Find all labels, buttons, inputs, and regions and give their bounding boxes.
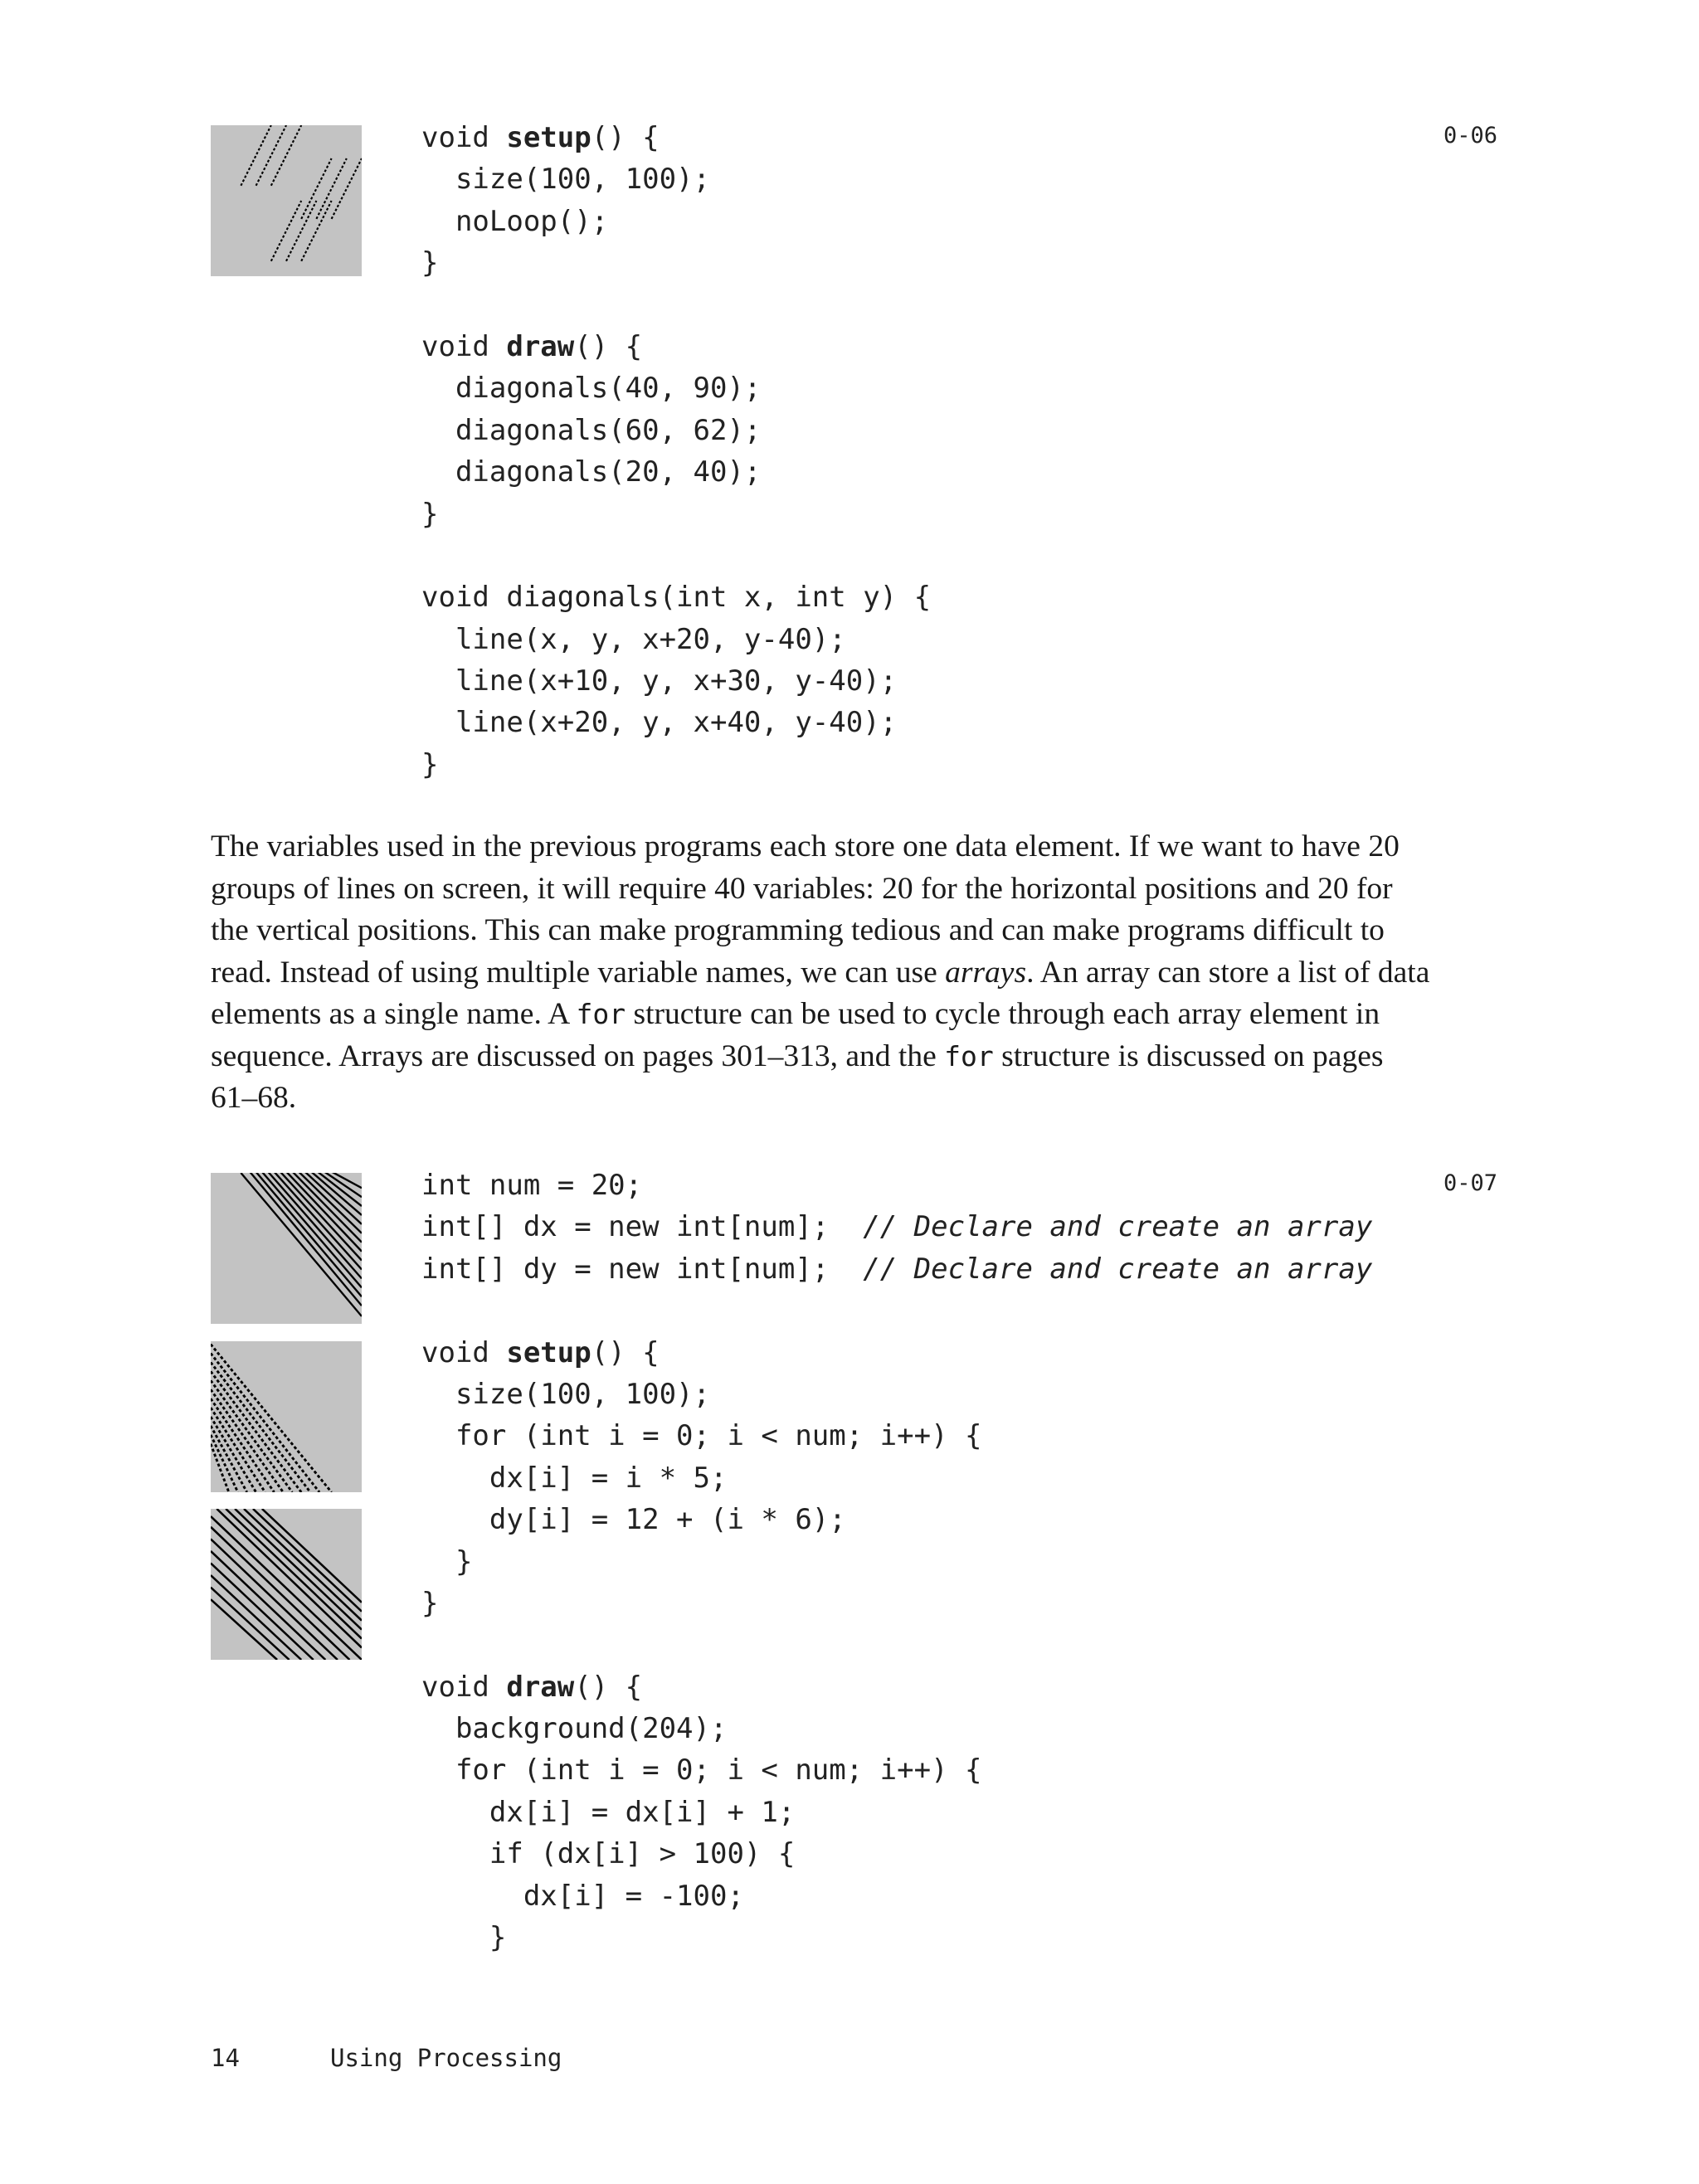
example-0-06-thumbnail: [211, 125, 362, 276]
code-text: dx[i] = dx[i] + 1;: [421, 1795, 796, 1829]
code-line: [421, 158, 931, 200]
code-line: [421, 1415, 1372, 1457]
code-line: [421, 619, 931, 660]
code-text: dx[i] = -100;: [421, 1879, 744, 1913]
code-line: [421, 1248, 1372, 1290]
code-line: [421, 1708, 1372, 1749]
code-text: for (int i = 0; i < num; i++) {: [421, 1419, 982, 1453]
code-text: dy[i] = 12 + (i * 6);: [421, 1503, 846, 1537]
example-0-07-thumbnail-1: [211, 1173, 362, 1324]
example-number: 0-07: [1443, 1170, 1498, 1196]
code-text: line(x+20, y, x+40, y-40);: [421, 706, 898, 740]
code-text: size(100, 100);: [421, 1377, 710, 1411]
code-line: [421, 1290, 1372, 1331]
code-text: int num = 20;: [421, 1169, 643, 1202]
code-text: void: [421, 121, 507, 154]
code-text: for (int i = 0; i < num; i++) {: [421, 1754, 982, 1788]
code-line: [421, 1624, 1372, 1666]
code-line: [421, 117, 931, 158]
inline-code-for: for: [576, 998, 626, 1030]
code-line: [421, 1499, 1372, 1540]
code-text: }: [421, 1586, 439, 1620]
code-line: [421, 326, 931, 367]
code-line: [421, 1875, 1372, 1917]
code-text: void: [421, 1335, 507, 1369]
code-text: }: [421, 747, 439, 781]
code-line: [421, 367, 931, 409]
code-text: () {: [574, 329, 643, 363]
code-text: dx[i] = i * 5;: [421, 1461, 728, 1495]
code-line: [421, 1374, 1372, 1415]
code-line: [421, 660, 931, 702]
code-line: [421, 702, 931, 743]
code-line: [421, 1917, 1372, 1958]
code-line: [421, 1666, 1372, 1708]
page-number: 14: [211, 2044, 240, 2072]
body-paragraph: [211, 826, 1430, 1120]
code-comment: // Declare and create an array: [863, 1210, 1373, 1244]
code-line: [421, 1457, 1372, 1499]
code-text: void: [421, 329, 507, 363]
running-section-title: Using Processing: [330, 2044, 562, 2072]
code-line: [421, 1749, 1372, 1791]
example-number: 0-06: [1443, 123, 1498, 148]
code-text: background(204);: [421, 1712, 728, 1746]
paragraph-text: . An array can store a list of data elements as a single name. A: [211, 955, 1430, 1031]
diagonals-thumbnail-graphic: [211, 125, 362, 276]
code-keyword: draw: [506, 329, 575, 363]
code-text: diagonals(20, 40);: [421, 455, 762, 489]
code-comment: // Declare and create an array: [863, 1252, 1373, 1286]
code-line: [421, 1833, 1372, 1875]
code-line: [421, 285, 931, 326]
code-line: [421, 1332, 1372, 1374]
code-text: void: [421, 1670, 507, 1704]
code-text: int[] dy = new int[num];: [421, 1252, 864, 1286]
code-line: [421, 744, 931, 786]
code-line: [421, 494, 931, 535]
example-0-07-thumbnail-2: [211, 1341, 362, 1492]
code-text: diagonals(60, 62);: [421, 413, 762, 447]
array-lines-thumbnail-graphic: [211, 1341, 362, 1492]
code-line: [421, 1165, 1372, 1206]
code-text: () {: [591, 1335, 660, 1369]
code-text: line(x+10, y, x+30, y-40);: [421, 664, 898, 698]
inline-code-for: for: [944, 1039, 994, 1073]
code-line: [421, 535, 931, 576]
code-text: diagonals(40, 90);: [421, 372, 762, 406]
code-line: [421, 1792, 1372, 1833]
paragraph-text: structure can be used to cycle through each array element in sequence. Arrays are discussed on pages 301–313, and the: [211, 997, 1380, 1073]
code-text: noLoop();: [421, 204, 609, 238]
code-line: [421, 201, 931, 242]
code-line: [421, 576, 931, 618]
code-line: [421, 451, 931, 493]
code-listing-0-07: [421, 1165, 1372, 1958]
code-text: line(x, y, x+20, y-40);: [421, 622, 846, 656]
example-0-07-thumbnail-3: [211, 1509, 362, 1660]
code-line: [421, 242, 931, 284]
code-text: }: [421, 1544, 473, 1578]
code-text: int[] dx = new int[num];: [421, 1210, 864, 1244]
code-listing-0-06: [421, 117, 931, 786]
code-text: void diagonals(int x, int y) {: [421, 581, 932, 615]
code-text: }: [421, 1921, 507, 1955]
code-text: size(100, 100);: [421, 163, 710, 197]
code-keyword: setup: [506, 1335, 591, 1369]
paragraph-text: The variables used in the previous programs each store one data element. If we want to have 20 groups of lines on screen, it will require 40 variables: 20 for the horizontal positions and 20 for the vertical positions. This can make programming tedious and can make programs difficult to read. Instead of using multiple variable names, we can use: [211, 829, 1400, 990]
code-line: [421, 410, 931, 451]
code-text: () {: [574, 1670, 643, 1704]
paragraph-text: structure is discussed on pages 61–68.: [211, 1038, 1384, 1115]
code-line: [421, 1583, 1372, 1624]
code-keyword: setup: [506, 121, 591, 154]
code-text: }: [421, 497, 439, 531]
array-lines-thumbnail-graphic: [211, 1509, 362, 1660]
emphasis-arrays: arrays: [945, 955, 1027, 990]
array-lines-thumbnail-graphic: [211, 1173, 362, 1324]
code-line: [421, 1541, 1372, 1583]
code-text: () {: [591, 121, 660, 154]
code-line: [421, 1206, 1372, 1248]
code-keyword: draw: [506, 1670, 575, 1704]
code-text: if (dx[i] > 100) {: [421, 1837, 796, 1871]
code-text: }: [421, 246, 439, 280]
